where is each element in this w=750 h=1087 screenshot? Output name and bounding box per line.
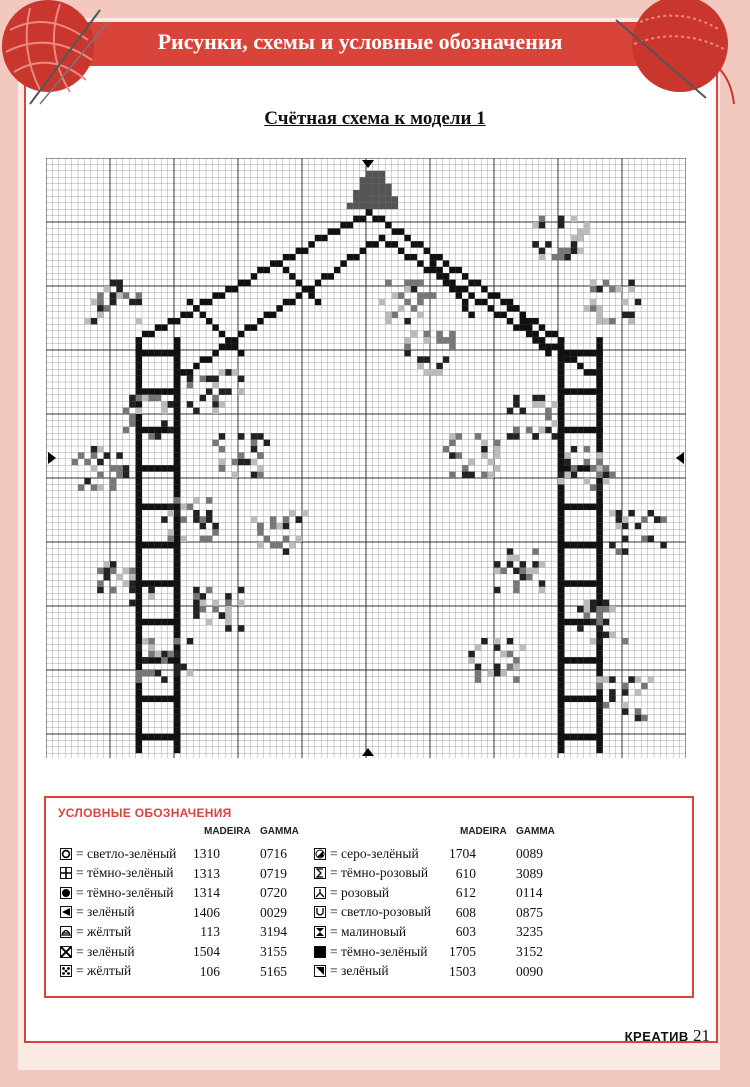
page-header-title: Рисунки, схемы и условные обозначения <box>157 29 563 54</box>
gamma-code: 3089 <box>516 865 543 881</box>
gamma-code: 0090 <box>516 963 543 979</box>
legend-label: = жёлтый <box>76 923 132 939</box>
gamma-code: 3152 <box>516 944 543 959</box>
right-gamma-header: GAMMA <box>516 826 555 837</box>
diagonal-half-symbol-icon <box>314 848 326 860</box>
legend-item <box>314 883 556 902</box>
legend-label: = тёмно-розовый <box>330 865 429 881</box>
madeira-code: 608 <box>455 904 476 920</box>
legend-item <box>60 903 300 922</box>
gamma-code: 3235 <box>516 924 543 940</box>
gamma-code: 3155 <box>260 944 287 959</box>
chart-title: Счётная схема к модели 1 <box>264 108 486 129</box>
hourglass-symbol-icon <box>314 926 326 938</box>
madeira-code: 1504 <box>193 944 220 959</box>
legend-label: = светло-зелёный <box>76 845 177 861</box>
madeira-code: 610 <box>455 865 476 881</box>
gamma-code: 5165 <box>260 963 287 979</box>
legend-item <box>60 942 300 961</box>
legend-item <box>314 864 556 883</box>
legend-heading: УСЛОВНЫЕ ОБОЗНАЧЕНИЯ <box>58 806 232 820</box>
right-madeira-header: MADEIRA <box>460 826 507 837</box>
gamma-code: 3194 <box>260 924 287 940</box>
legend-label: = зелёный <box>330 963 389 979</box>
legend-label: = тёмно-зелёный <box>76 865 174 881</box>
circle-ring-symbol-icon <box>60 848 72 860</box>
madeira-code: 113 <box>200 924 220 940</box>
cross-box-symbol-icon <box>60 946 72 958</box>
legend-label: = жёлтый <box>76 963 132 979</box>
gamma-code: 0875 <box>516 904 543 920</box>
madeira-code: 1310 <box>193 846 220 861</box>
dome-symbol-icon <box>60 926 72 938</box>
filled-circle-symbol-icon <box>60 887 72 899</box>
madeira-code: 106 <box>199 963 220 979</box>
legend-label: = серо-зелёный <box>330 845 419 861</box>
legend-item <box>60 864 300 883</box>
legend-item <box>314 922 556 941</box>
magazine-brand: КРЕАТИВ <box>624 1029 689 1044</box>
legend-item <box>60 922 300 941</box>
dots-symbol-icon <box>60 965 72 977</box>
yarn-ball-right-icon <box>610 0 750 110</box>
half-filled-symbol-icon <box>60 906 72 918</box>
cross-stitch-chart <box>46 158 686 758</box>
u-symbol-icon <box>314 906 326 918</box>
madeira-code: 612 <box>455 885 476 901</box>
left-gamma-header: GAMMA <box>260 826 299 837</box>
legend-item <box>314 962 556 981</box>
plus-symbol-icon <box>60 867 72 879</box>
legend-label: = светло-розовый <box>330 904 431 920</box>
legend-box <box>44 796 694 998</box>
madeira-code: 1313 <box>193 865 220 881</box>
madeira-code: 1406 <box>193 904 220 920</box>
madeira-code: 1704 <box>449 846 476 861</box>
legend-item <box>314 942 556 961</box>
corner-triangle-symbol-icon <box>314 965 326 977</box>
gamma-code: 0720 <box>260 885 287 901</box>
legend-item <box>60 883 300 902</box>
left-madeira-header: MADEIRA <box>204 826 251 837</box>
legend-item <box>60 844 300 863</box>
madeira-code: 1314 <box>193 885 220 901</box>
legend-label: = тёмно-зелёный <box>330 943 428 959</box>
legend-item <box>60 962 300 981</box>
madeira-code: 1503 <box>449 963 476 979</box>
solid-square-symbol-icon <box>314 946 326 958</box>
legend-label: = малиновый <box>330 923 407 939</box>
gamma-code: 0089 <box>516 846 543 861</box>
legend-item <box>314 903 556 922</box>
legend-label: = тёмно-зелёный <box>76 884 174 900</box>
gamma-code: 0716 <box>260 846 287 861</box>
lambda-symbol-icon <box>314 887 326 899</box>
madeira-code: 1705 <box>449 944 476 959</box>
page-footer <box>625 1026 710 1046</box>
legend-label: = зелёный <box>76 943 135 959</box>
gamma-code: 0029 <box>260 904 287 920</box>
gamma-code: 0719 <box>260 865 287 881</box>
madeira-code: 603 <box>455 924 476 940</box>
legend-item <box>314 844 556 863</box>
page-number: 21 <box>693 1026 710 1045</box>
legend-label: = зелёный <box>76 904 135 920</box>
gamma-code: 0114 <box>516 885 543 901</box>
sigma-symbol-icon <box>314 867 326 879</box>
legend-label: = розовый <box>330 884 390 900</box>
